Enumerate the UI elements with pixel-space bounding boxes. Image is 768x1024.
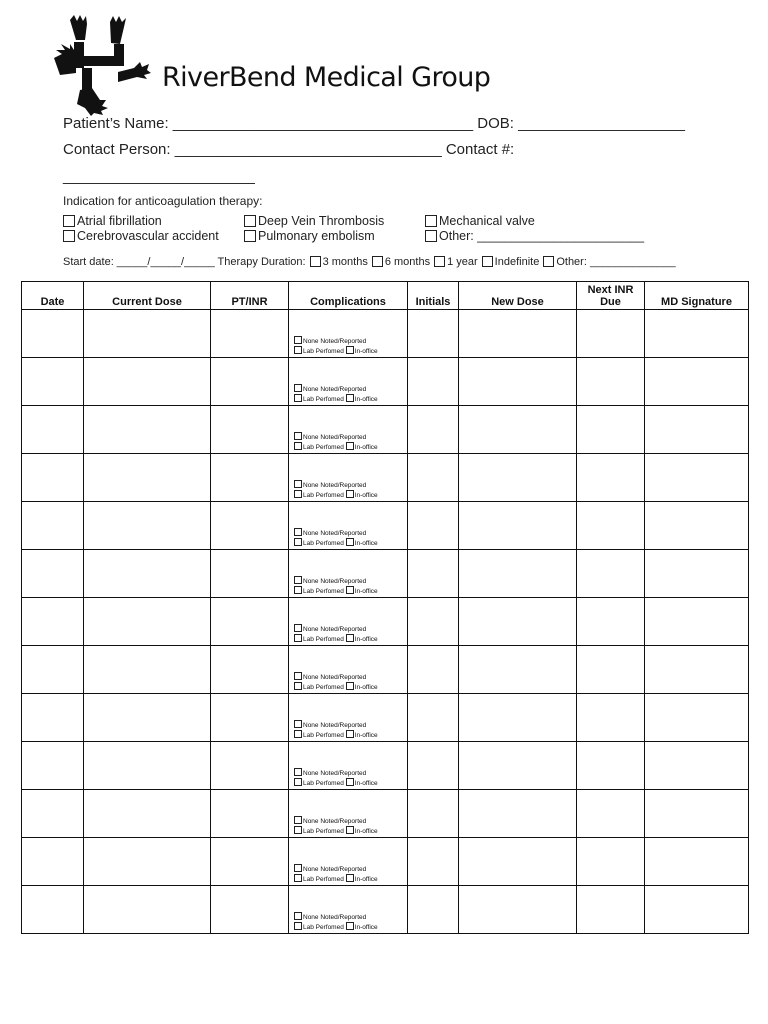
complication-lab-inoffice[interactable] [294,874,407,884]
date-cell[interactable] [22,502,84,550]
new-dose-cell[interactable] [459,406,577,454]
complication-lab-inoffice[interactable] [294,538,407,548]
complication-options [289,528,407,549]
pt-inr-cell[interactable] [211,502,289,550]
checkbox-icon[interactable] [346,874,354,882]
header-pt-inr: PT/INR [211,282,289,310]
complications-cell[interactable] [289,598,408,646]
complication-inoffice-label: In-office [354,492,378,499]
header-date: Date [22,282,84,310]
complication-none-label: None Noted/Reported [303,386,367,393]
table-body [22,310,749,934]
complication-lab-inoffice[interactable] [294,490,407,500]
complications-cell[interactable] [289,502,408,550]
checkbox-icon[interactable] [294,586,302,594]
current-dose-cell[interactable] [84,790,211,838]
initials-cell[interactable] [408,646,459,694]
md-signature-cell[interactable] [645,838,749,886]
next-inr-due-cell[interactable] [577,838,645,886]
date-cell[interactable] [22,790,84,838]
checkbox-icon[interactable] [294,778,302,786]
initials-cell[interactable] [408,790,459,838]
complication-lab-inoffice[interactable] [294,778,407,788]
riverbend-logo [52,14,152,116]
checkbox-icon[interactable] [294,720,302,728]
complication-lab-label: Lab Perfomed [303,780,344,787]
checkbox-icon[interactable] [294,432,302,440]
complication-lab-inoffice[interactable] [294,922,407,932]
complications-cell[interactable] [289,838,408,886]
complication-inoffice-label: In-office [354,924,378,931]
current-dose-cell[interactable] [84,406,211,454]
current-dose-cell[interactable] [84,502,211,550]
indication-label-text: Deep Vein Thrombosis [258,214,385,228]
indication-label-text: Pulmonary embolism [258,229,375,243]
checkbox-icon[interactable] [294,768,302,776]
complications-cell[interactable] [289,406,408,454]
complication-options [289,864,407,885]
date-cell[interactable] [22,886,84,934]
table-row [22,502,749,550]
complication-none[interactable] [294,720,407,730]
md-signature-cell[interactable] [645,790,749,838]
new-dose-cell[interactable] [459,838,577,886]
complications-cell[interactable] [289,454,408,502]
new-dose-cell[interactable] [459,550,577,598]
table-row [22,406,749,454]
table-row [22,598,749,646]
pt-inr-cell[interactable] [211,742,289,790]
indication-dvt[interactable] [244,214,384,228]
complication-lab-label: Lab Perfomed [303,396,344,403]
complication-none[interactable] [294,816,407,826]
complication-none-label: None Noted/Reported [303,482,367,489]
complications-cell[interactable] [289,886,408,934]
current-dose-cell[interactable] [84,838,211,886]
checkbox-icon[interactable] [372,256,383,267]
checkbox-icon[interactable] [294,384,302,392]
table-row [22,550,749,598]
checkbox-icon[interactable] [294,576,302,584]
duration-6-months: 6 months [384,256,431,268]
complication-lab-label: Lab Perfomed [303,444,344,451]
checkbox-icon[interactable] [294,682,302,690]
current-dose-cell[interactable] [84,310,211,358]
complication-options [289,384,407,405]
current-dose-cell[interactable] [84,598,211,646]
checkbox-icon[interactable] [434,256,445,267]
initials-cell[interactable] [408,742,459,790]
complication-lab-label: Lab Perfomed [303,588,344,595]
complication-none[interactable] [294,576,407,586]
date-cell[interactable] [22,598,84,646]
table-row [22,790,749,838]
duration-1-year: 1 year [447,256,478,268]
checkbox-icon[interactable] [294,912,302,920]
date-cell[interactable] [22,694,84,742]
indication-atrial-fibrillation[interactable] [63,214,162,228]
checkbox-icon[interactable] [346,826,354,834]
complication-none-label: None Noted/Reported [303,866,367,873]
complication-options [289,480,407,501]
complication-none-label: None Noted/Reported [303,578,367,585]
date-cell[interactable] [22,358,84,406]
date-cell[interactable] [22,406,84,454]
initials-cell[interactable] [408,454,459,502]
checkbox-icon[interactable] [346,682,354,690]
checkbox-icon[interactable] [294,864,302,872]
checkbox-icon[interactable] [294,634,302,642]
initials-cell[interactable] [408,358,459,406]
checkbox-icon[interactable] [294,490,302,498]
table-row [22,886,749,934]
md-signature-cell[interactable] [645,454,749,502]
pt-inr-cell[interactable] [211,550,289,598]
complication-none-label: None Noted/Reported [303,770,367,777]
checkbox-icon[interactable] [346,538,354,546]
checkbox-icon[interactable] [425,215,437,227]
md-signature-cell[interactable] [645,550,749,598]
pt-inr-cell[interactable] [211,406,289,454]
header-new-dose: New Dose [459,282,577,310]
complication-inoffice-label: In-office [354,636,378,643]
md-signature-cell[interactable] [645,502,749,550]
therapy-duration-label: Therapy Duration: [217,256,306,268]
checkbox-icon[interactable] [543,256,554,267]
complications-cell[interactable] [289,310,408,358]
current-dose-cell[interactable] [84,694,211,742]
contact-number-line[interactable]: _______________________ [63,168,255,185]
header-complications: Complications [289,282,408,310]
new-dose-cell[interactable] [459,646,577,694]
complication-none[interactable] [294,336,407,346]
complication-none-label: None Noted/Reported [303,530,367,537]
contact-line[interactable]: Contact Person: ________________________________ Contact #: [63,141,515,158]
pt-inr-cell[interactable] [211,838,289,886]
indication-label-text: Atrial fibrillation [77,214,162,228]
new-dose-cell[interactable] [459,358,577,406]
complication-lab-label: Lab Perfomed [303,732,344,739]
complication-lab-inoffice[interactable] [294,394,407,404]
checkbox-icon[interactable] [346,346,354,354]
checkbox-icon[interactable] [294,922,302,930]
complication-none-label: None Noted/Reported [303,674,367,681]
indication-label-text: Other: ________________________ [439,229,645,243]
checkbox-icon[interactable] [63,230,75,242]
current-dose-cell[interactable] [84,550,211,598]
pt-inr-cell[interactable] [211,358,289,406]
complication-lab-inoffice[interactable] [294,634,407,644]
table-row [22,838,749,886]
next-inr-due-cell[interactable] [577,454,645,502]
complication-lab-label: Lab Perfomed [303,540,344,547]
checkbox-icon[interactable] [294,442,302,450]
complication-lab-inoffice[interactable] [294,346,407,356]
indication-mechanical-valve[interactable] [425,214,535,228]
table-row [22,310,749,358]
checkbox-icon[interactable] [294,672,302,680]
date-cell[interactable] [22,454,84,502]
indication-label-text: Mechanical valve [439,214,535,228]
complication-none-label: None Noted/Reported [303,914,367,921]
checkbox-icon[interactable] [294,480,302,488]
complication-inoffice-label: In-office [354,444,378,451]
complication-inoffice-label: In-office [354,396,378,403]
initials-cell[interactable] [408,502,459,550]
complication-none-label: None Noted/Reported [303,338,367,345]
checkbox-icon[interactable] [294,346,302,354]
date-cell[interactable] [22,742,84,790]
checkbox-icon[interactable] [482,256,493,267]
checkbox-icon[interactable] [294,874,302,882]
table-row [22,742,749,790]
current-dose-cell[interactable] [84,886,211,934]
duration-indefinite: Indefinite [494,256,540,268]
complication-options [289,336,407,357]
complication-options [289,720,407,741]
inr-log-table [21,281,749,934]
new-dose-cell[interactable] [459,502,577,550]
next-inr-due-cell[interactable] [577,502,645,550]
date-cell[interactable] [22,550,84,598]
new-dose-cell[interactable] [459,694,577,742]
header-initials: Initials [408,282,459,310]
complication-none[interactable] [294,768,407,778]
complications-cell[interactable] [289,550,408,598]
initials-cell[interactable] [408,694,459,742]
start-date-line [63,256,676,268]
current-dose-cell[interactable] [84,454,211,502]
checkbox-icon[interactable] [294,538,302,546]
checkbox-icon[interactable] [346,490,354,498]
complication-lab-label: Lab Perfomed [303,492,344,499]
complication-options [289,768,407,789]
checkbox-icon[interactable] [294,394,302,402]
pt-inr-cell[interactable] [211,454,289,502]
complication-inoffice-label: In-office [354,540,378,547]
checkbox-icon[interactable] [425,230,437,242]
checkbox-icon[interactable] [346,634,354,642]
md-signature-cell[interactable] [645,406,749,454]
checkbox-icon[interactable] [294,336,302,344]
checkbox-icon[interactable] [294,816,302,824]
table-row [22,646,749,694]
duration-3-months: 3 months [322,256,368,268]
complication-none[interactable] [294,912,407,922]
complication-lab-inoffice[interactable] [294,826,407,836]
complication-none[interactable] [294,672,407,682]
checkbox-icon[interactable] [346,778,354,786]
complication-lab-inoffice[interactable] [294,586,407,596]
md-signature-cell[interactable] [645,694,749,742]
complications-cell[interactable] [289,694,408,742]
complication-lab-inoffice[interactable] [294,682,407,692]
complication-lab-inoffice[interactable] [294,442,407,452]
checkbox-icon[interactable] [346,730,354,738]
complication-none[interactable] [294,384,407,394]
start-date-field[interactable]: Start date: _____/_____/_____ [63,256,215,268]
complication-options [289,432,407,453]
complication-none-label: None Noted/Reported [303,818,367,825]
complications-cell[interactable] [289,358,408,406]
new-dose-cell[interactable] [459,454,577,502]
checkbox-icon[interactable] [63,215,75,227]
date-cell[interactable] [22,838,84,886]
checkbox-icon[interactable] [294,528,302,536]
next-inr-due-cell[interactable] [577,598,645,646]
current-dose-cell[interactable] [84,358,211,406]
complication-lab-label: Lab Perfomed [303,924,344,931]
checkbox-icon[interactable] [346,442,354,450]
complication-inoffice-label: In-office [354,828,378,835]
indication-label-text: Cerebrovascular accident [77,229,219,243]
complication-none-label: None Noted/Reported [303,434,367,441]
current-dose-cell[interactable] [84,646,211,694]
next-inr-due-cell[interactable] [577,550,645,598]
complication-none[interactable] [294,432,407,442]
md-signature-cell[interactable] [645,886,749,934]
header-current-dose: Current Dose [84,282,211,310]
header-next-inr-due: Next INR Due [577,282,645,310]
complication-inoffice-label: In-office [354,780,378,787]
complication-options [289,912,407,933]
table-row [22,694,749,742]
complication-lab-inoffice[interactable] [294,730,407,740]
initials-cell[interactable] [408,886,459,934]
new-dose-cell[interactable] [459,886,577,934]
complication-lab-label: Lab Perfomed [303,828,344,835]
table-row [22,358,749,406]
next-inr-due-cell[interactable] [577,886,645,934]
next-inr-due-cell[interactable] [577,790,645,838]
pt-inr-cell[interactable] [211,310,289,358]
complication-inoffice-label: In-office [354,588,378,595]
complication-inoffice-label: In-office [354,876,378,883]
complication-none[interactable] [294,624,407,634]
initials-cell[interactable] [408,310,459,358]
checkbox-icon[interactable] [346,394,354,402]
date-cell[interactable] [22,646,84,694]
pt-inr-cell[interactable] [211,598,289,646]
checkbox-icon[interactable] [294,624,302,632]
md-signature-cell[interactable] [645,742,749,790]
complication-inoffice-label: In-office [354,684,378,691]
current-dose-cell[interactable] [84,742,211,790]
complication-lab-label: Lab Perfomed [303,684,344,691]
next-inr-due-cell[interactable] [577,358,645,406]
checkbox-icon[interactable] [294,826,302,834]
complication-lab-label: Lab Perfomed [303,636,344,643]
complications-cell[interactable] [289,790,408,838]
new-dose-cell[interactable] [459,742,577,790]
next-inr-due-cell[interactable] [577,646,645,694]
pt-inr-cell[interactable] [211,646,289,694]
complication-none[interactable] [294,480,407,490]
complications-cell[interactable] [289,646,408,694]
pt-inr-cell[interactable] [211,886,289,934]
complication-options [289,672,407,693]
indication-pe[interactable] [244,229,375,243]
complication-inoffice-label: In-office [354,348,378,355]
pt-inr-cell[interactable] [211,694,289,742]
checkbox-icon[interactable] [310,256,321,267]
checkbox-icon[interactable] [346,586,354,594]
next-inr-due-cell[interactable] [577,406,645,454]
indication-other[interactable] [425,229,644,243]
complication-none[interactable] [294,864,407,874]
next-inr-due-cell[interactable] [577,694,645,742]
patient-name-dob-line[interactable]: Patient’s Name: ____________________________________ DOB: ____________________ [63,115,685,132]
table-header-row [22,282,749,310]
new-dose-cell[interactable] [459,310,577,358]
md-signature-cell[interactable] [645,358,749,406]
checkbox-icon[interactable] [346,922,354,930]
org-name: RiverBend Medical Group [162,62,491,93]
header-md-signature: MD Signature [645,282,749,310]
md-signature-cell[interactable] [645,598,749,646]
complication-none[interactable] [294,528,407,538]
indication-cva[interactable] [63,229,219,243]
indication-label: Indication for anticoagulation therapy: [63,194,263,208]
complication-inoffice-label: In-office [354,732,378,739]
md-signature-cell[interactable] [645,646,749,694]
checkbox-icon[interactable] [294,730,302,738]
initials-cell[interactable] [408,406,459,454]
complication-none-label: None Noted/Reported [303,626,367,633]
next-inr-due-cell[interactable] [577,742,645,790]
complication-options [289,816,407,837]
new-dose-cell[interactable] [459,598,577,646]
complications-cell[interactable] [289,742,408,790]
md-signature-cell[interactable] [645,310,749,358]
complication-lab-label: Lab Perfomed [303,876,344,883]
pt-inr-cell[interactable] [211,790,289,838]
complication-none-label: None Noted/Reported [303,722,367,729]
initials-cell[interactable] [408,550,459,598]
checkbox-icon[interactable] [244,215,256,227]
complication-lab-label: Lab Perfomed [303,348,344,355]
table-row [22,454,749,502]
date-cell[interactable] [22,310,84,358]
complication-options [289,576,407,597]
next-inr-due-cell[interactable] [577,310,645,358]
complication-options [289,624,407,645]
new-dose-cell[interactable] [459,790,577,838]
checkbox-icon[interactable] [244,230,256,242]
initials-cell[interactable] [408,838,459,886]
duration-other[interactable]: Other: ______________ [556,256,676,268]
initials-cell[interactable] [408,598,459,646]
